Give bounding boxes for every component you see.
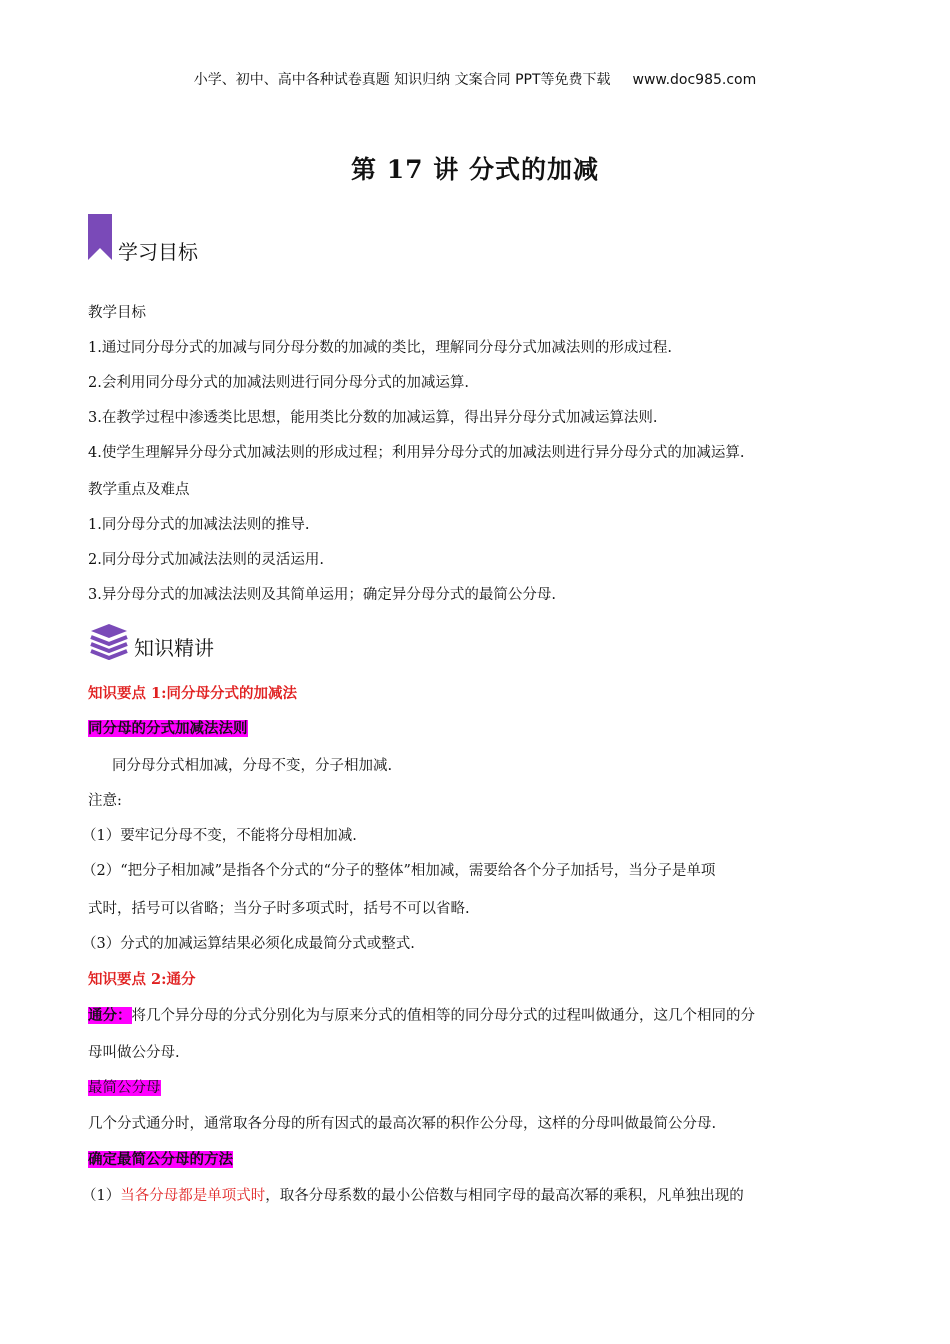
note-item: 式时，括号可以省略；当分子时多项式时，括号不可以省略. xyxy=(88,901,470,917)
point2-title: 知识要点 2:通分 xyxy=(88,971,196,988)
section-heading-goals: 学习目标 xyxy=(118,240,198,264)
highlight: 确定最简公分母的方法 xyxy=(88,1151,233,1168)
goal-item: 1.通过同分母分式的加减与同分母分数的加减的类比，理解同分母分式加减法则的形成过程. xyxy=(88,340,672,356)
section-heading-knowledge: 知识精讲 xyxy=(134,636,214,660)
goal-item: 2.会利用同分母分式的加减法则进行同分母分式的加减运算. xyxy=(88,375,469,391)
lcd-label xyxy=(88,1078,161,1098)
goal-item: 4.使学生理解异分母分式加减法则的形成过程；利用异分母分式的加减法则进行异分母分式的加减运算. xyxy=(88,445,745,461)
highlight: 同分母的分式加减法法则 xyxy=(88,720,248,737)
point1-rule: 同分母分式相加减，分母不变，分子相加减. xyxy=(112,758,393,774)
header-site-link[interactable]: www.doc985.com xyxy=(632,72,757,88)
bookmark-icon xyxy=(88,214,112,264)
method-label xyxy=(88,1150,233,1170)
key-points-label: 教学重点及难点 xyxy=(88,482,190,498)
goals-label: 教学目标 xyxy=(88,305,146,321)
goal-item: 3.在教学过程中渗透类比思想，能用类比分数的加减运算，得出异分母分式加减运算法则. xyxy=(88,410,658,426)
point2-definition: 通分：将几个异分母的分式分别化为与原来分式的值相等的同分母分式的过程叫做通分，这几个相同的分 xyxy=(88,1007,755,1024)
note-item: （3）分式的加减运算结果必须化成最简分式或整式. xyxy=(82,936,415,952)
point1-title: 知识要点 1:同分母分式的加减法 xyxy=(88,685,297,702)
books-icon xyxy=(88,622,130,664)
lcd-text: 几个分式通分时，通常取各分母的所有因式的最高次幂的积作公分母，这样的分母叫做最简公分母. xyxy=(88,1116,717,1132)
note-label: 注意: xyxy=(88,793,122,809)
key-point-item: 3.异分母分式的加减法法则及其简单运用；确定异分母分式的最简公分母. xyxy=(88,587,556,603)
highlight: 最简公分母 xyxy=(88,1080,161,1096)
page-title: 第 17 讲 分式的加减 xyxy=(351,155,599,184)
method-condition: 当各分母都是单项式时 xyxy=(120,1188,266,1204)
point1-rule-label xyxy=(88,719,248,739)
point2-definition-cont: 母叫做公分母. xyxy=(88,1045,180,1061)
note-item: （1）要牢记分母不变，不能将分母相加减. xyxy=(82,828,357,844)
key-point-item: 1.同分母分式的加减法法则的推导. xyxy=(88,517,310,533)
header-text: 小学、初中、高中各种试卷真题 知识归纳 文案合同 PPT等免费下载 xyxy=(193,72,611,88)
key-point-item: 2.同分母分式加减法法则的灵活运用. xyxy=(88,552,324,568)
note-item: （2）“把分子相加减”是指各个分式的“分子的整体”相加减，需要给各个分子加括号，当分子是单项 xyxy=(82,863,716,879)
method-item: （1）当各分母都是单项式时，取各分母系数的最小公倍数与相同字母的最高次幂的乘积，凡单独出现的 xyxy=(82,1188,744,1204)
page-header xyxy=(0,69,950,89)
term-highlight: 通分： xyxy=(88,1007,132,1024)
